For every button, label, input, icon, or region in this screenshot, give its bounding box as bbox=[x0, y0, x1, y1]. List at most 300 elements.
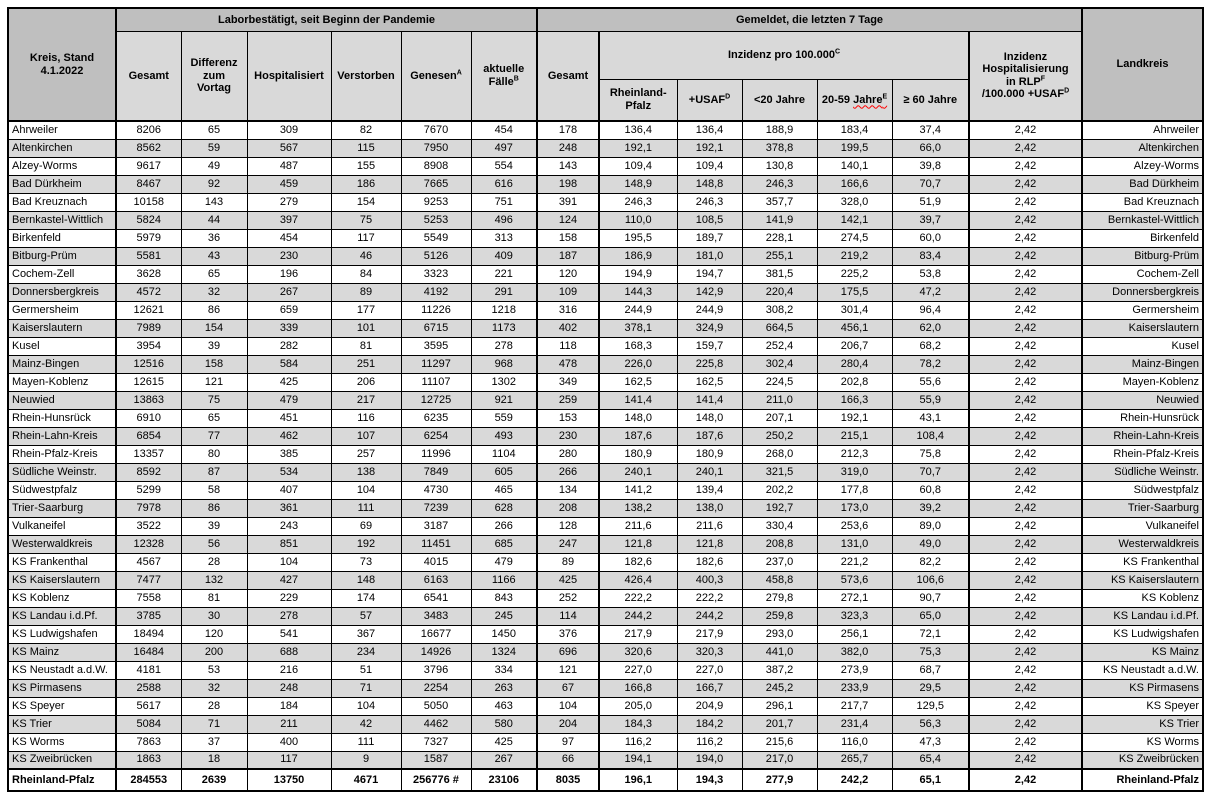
gesamt-cell: 5299 bbox=[116, 481, 181, 499]
hospitalisiert-cell: 13750 bbox=[247, 769, 331, 791]
hosp-line4: /100.000 +USAF bbox=[981, 88, 1065, 101]
inzidenz-unter20-cell: 381,5 bbox=[742, 265, 817, 283]
table-row bbox=[8, 121, 1203, 139]
genesen-cell: 4730 bbox=[401, 481, 471, 499]
gesamt-cell: 18494 bbox=[116, 625, 181, 643]
inzidenz-60plus-cell: 55,9 bbox=[892, 391, 969, 409]
kreis-cell: Bitburg-Prüm bbox=[8, 247, 116, 265]
inzidenz-unter20-cell: 378,8 bbox=[742, 139, 817, 157]
verstorben-cell: 148 bbox=[331, 571, 401, 589]
gesamt-7tage-cell: 208 bbox=[537, 499, 599, 517]
total-row bbox=[8, 769, 1203, 791]
table-row bbox=[8, 445, 1203, 463]
verstorben-cell: 84 bbox=[331, 265, 401, 283]
inzidenz-unter20-cell: 302,4 bbox=[742, 355, 817, 373]
inzidenz-rlp-cell: 205,0 bbox=[599, 697, 677, 715]
gesamt-cell: 1863 bbox=[116, 751, 181, 769]
table-row bbox=[8, 715, 1203, 733]
gesamt-7tage-cell: 66 bbox=[537, 751, 599, 769]
kreis-cell: Cochem-Zell bbox=[8, 265, 116, 283]
verstorben-cell: 4671 bbox=[331, 769, 401, 791]
gesamt-cell: 7863 bbox=[116, 733, 181, 751]
inzidenz-60plus-cell: 70,7 bbox=[892, 175, 969, 193]
inzidenz-usaf-cell: 225,8 bbox=[677, 355, 742, 373]
inzidenz-unter20-cell: 441,0 bbox=[742, 643, 817, 661]
inzidenz-hosp-cell: 2,42 bbox=[969, 751, 1082, 769]
inzidenz-unter20-cell: 458,8 bbox=[742, 571, 817, 589]
inzidenz-unter20-cell: 296,1 bbox=[742, 697, 817, 715]
aktuelle-faelle-cell: 313 bbox=[471, 229, 537, 247]
landkreis-cell: Mainz-Bingen bbox=[1082, 355, 1203, 373]
gesamt-cell: 5581 bbox=[116, 247, 181, 265]
landkreis-cell: KS Speyer bbox=[1082, 697, 1203, 715]
inzidenz-unter20-cell: 201,7 bbox=[742, 715, 817, 733]
gesamt-7tage-cell: 230 bbox=[537, 427, 599, 445]
aktuelle-faelle-cell: 463 bbox=[471, 697, 537, 715]
inzidenz-rlp-cell: 226,0 bbox=[599, 355, 677, 373]
hospitalisiert-cell: 361 bbox=[247, 499, 331, 517]
inzidenz-20-59-cell: 177,8 bbox=[817, 481, 892, 499]
inzidenz-unter20-cell: 357,7 bbox=[742, 193, 817, 211]
inzidenz-20-59-cell: 456,1 bbox=[817, 319, 892, 337]
landkreis-cell: Germersheim bbox=[1082, 301, 1203, 319]
aktuelle-faelle-cell: 605 bbox=[471, 463, 537, 481]
group-gemeldet-7-tage: Gemeldet, die letzten 7 Tage bbox=[537, 8, 1082, 31]
inzidenz-usaf-cell: 324,9 bbox=[677, 319, 742, 337]
inzidenz-usaf-cell: 187,6 bbox=[677, 427, 742, 445]
inzidenz-60plus-cell: 65,1 bbox=[892, 769, 969, 791]
genesen-cell: 7665 bbox=[401, 175, 471, 193]
inzidenz-usaf-cell: 182,6 bbox=[677, 553, 742, 571]
genesen-cell: 5050 bbox=[401, 697, 471, 715]
differenz-vortag-cell: 30 bbox=[181, 607, 247, 625]
landkreis-cell: Rheinland-Pfalz bbox=[1082, 769, 1203, 791]
inzidenz-usaf-cell: 222,2 bbox=[677, 589, 742, 607]
footnote-b: B bbox=[513, 75, 519, 83]
aktuelle-faelle-cell: 554 bbox=[471, 157, 537, 175]
genesen-label: Genesen bbox=[410, 69, 457, 82]
landkreis-header: Landkreis bbox=[1082, 8, 1203, 121]
inzidenz-usaf-cell: 194,7 bbox=[677, 265, 742, 283]
inzidenz-60plus-cell: 90,7 bbox=[892, 589, 969, 607]
inzidenz-20-59-cell: 166,6 bbox=[817, 175, 892, 193]
inzidenz-usaf-cell: 109,4 bbox=[677, 157, 742, 175]
genesen-cell: 4015 bbox=[401, 553, 471, 571]
table-row bbox=[8, 571, 1203, 589]
differenz-vortag-cell: 86 bbox=[181, 499, 247, 517]
inzidenz-20-59-cell: 116,0 bbox=[817, 733, 892, 751]
inzidenz-60plus-cell: 29,5 bbox=[892, 679, 969, 697]
landkreis-cell: Altenkirchen bbox=[1082, 139, 1203, 157]
col-unter20-header: <20 Jahre bbox=[742, 79, 817, 121]
inzidenz-usaf-cell: 116,2 bbox=[677, 733, 742, 751]
inzidenz-usaf-cell: 139,4 bbox=[677, 481, 742, 499]
differenz-vortag-cell: 36 bbox=[181, 229, 247, 247]
inzidenz-usaf-cell: 159,7 bbox=[677, 337, 742, 355]
gesamt-cell: 10158 bbox=[116, 193, 181, 211]
gesamt-7tage-cell: 425 bbox=[537, 571, 599, 589]
gesamt-cell: 5617 bbox=[116, 697, 181, 715]
table-row bbox=[8, 211, 1203, 229]
aktuelle-faelle-cell: 454 bbox=[471, 121, 537, 139]
inzidenz-20-59-cell: 253,6 bbox=[817, 517, 892, 535]
inzidenz-60plus-cell: 82,2 bbox=[892, 553, 969, 571]
genesen-cell: 6235 bbox=[401, 409, 471, 427]
gesamt-7tage-cell: 118 bbox=[537, 337, 599, 355]
gesamt-7tage-cell: 158 bbox=[537, 229, 599, 247]
col-inzidenz-rlp-header: Rheinland-Pfalz bbox=[599, 79, 677, 121]
hosp-line1: Inzidenz bbox=[1003, 50, 1048, 63]
inzidenz-hosp-cell: 2,42 bbox=[969, 409, 1082, 427]
inzidenz-20-59-cell: 328,0 bbox=[817, 193, 892, 211]
table-row bbox=[8, 229, 1203, 247]
genesen-cell: 6715 bbox=[401, 319, 471, 337]
kreis-cell: Bad Dürkheim bbox=[8, 175, 116, 193]
kreis-cell: KS Koblenz bbox=[8, 589, 116, 607]
gesamt-cell: 12615 bbox=[116, 373, 181, 391]
inzidenz-hosp-cell: 2,42 bbox=[969, 175, 1082, 193]
inzidenz-hosp-cell: 2,42 bbox=[969, 355, 1082, 373]
inzidenz-20-59-cell: 382,0 bbox=[817, 643, 892, 661]
inzidenz-hosp-cell: 2,42 bbox=[969, 571, 1082, 589]
landkreis-cell: Bernkastel-Wittlich bbox=[1082, 211, 1203, 229]
inzidenz-20-59-cell: 131,0 bbox=[817, 535, 892, 553]
gesamt-7tage-cell: 89 bbox=[537, 553, 599, 571]
hospitalisiert-cell: 541 bbox=[247, 625, 331, 643]
differenz-vortag-cell: 49 bbox=[181, 157, 247, 175]
gesamt-7tage-cell: 252 bbox=[537, 589, 599, 607]
inzidenz-hosp-cell: 2,42 bbox=[969, 625, 1082, 643]
gesamt-7tage-cell: 247 bbox=[537, 535, 599, 553]
genesen-cell: 3595 bbox=[401, 337, 471, 355]
hospitalisiert-cell: 479 bbox=[247, 391, 331, 409]
inzidenz-unter20-cell: 202,2 bbox=[742, 481, 817, 499]
verstorben-cell: 73 bbox=[331, 553, 401, 571]
inzidenz-usaf-cell: 184,2 bbox=[677, 715, 742, 733]
table-row bbox=[8, 481, 1203, 499]
aktuelle-faelle-cell: 493 bbox=[471, 427, 537, 445]
inzidenz-unter20-cell: 255,1 bbox=[742, 247, 817, 265]
genesen-cell: 11226 bbox=[401, 301, 471, 319]
differenz-vortag-cell: 65 bbox=[181, 265, 247, 283]
kreis-cell: Bernkastel-Wittlich bbox=[8, 211, 116, 229]
aktuelle-faelle-cell: 580 bbox=[471, 715, 537, 733]
inzidenz-hosp-cell: 2,42 bbox=[969, 589, 1082, 607]
genesen-cell: 2254 bbox=[401, 679, 471, 697]
gesamt-cell: 2588 bbox=[116, 679, 181, 697]
aktuelle-faelle-cell: 1166 bbox=[471, 571, 537, 589]
inzidenz-unter20-cell: 268,0 bbox=[742, 445, 817, 463]
inzidenz-usaf-cell: 138,0 bbox=[677, 499, 742, 517]
gesamt-7tage-cell: 391 bbox=[537, 193, 599, 211]
landkreis-cell: KS Zweibrücken bbox=[1082, 751, 1203, 769]
aktuelle-faelle-cell: 465 bbox=[471, 481, 537, 499]
inzidenz-usaf-cell: 136,4 bbox=[677, 121, 742, 139]
table-body bbox=[8, 121, 1203, 791]
table-row bbox=[8, 301, 1203, 319]
gesamt-7tage-cell: 349 bbox=[537, 373, 599, 391]
verstorben-cell: 217 bbox=[331, 391, 401, 409]
table-row bbox=[8, 283, 1203, 301]
gesamt-cell: 7477 bbox=[116, 571, 181, 589]
inzidenz-rlp-cell: 168,3 bbox=[599, 337, 677, 355]
kreis-cell: Kusel bbox=[8, 337, 116, 355]
genesen-cell: 12725 bbox=[401, 391, 471, 409]
inzidenz-60plus-cell: 96,4 bbox=[892, 301, 969, 319]
landkreis-cell: Bitburg-Prüm bbox=[1082, 247, 1203, 265]
verstorben-cell: 9 bbox=[331, 751, 401, 769]
hospitalisiert-cell: 104 bbox=[247, 553, 331, 571]
genesen-cell: 7239 bbox=[401, 499, 471, 517]
kreis-cell: Bad Kreuznach bbox=[8, 193, 116, 211]
hospitalisiert-cell: 248 bbox=[247, 679, 331, 697]
inzidenz-60plus-cell: 70,7 bbox=[892, 463, 969, 481]
differenz-vortag-cell: 37 bbox=[181, 733, 247, 751]
differenz-vortag-cell: 44 bbox=[181, 211, 247, 229]
inzidenz-rlp-cell: 378,1 bbox=[599, 319, 677, 337]
inzidenz-hosp-cell: 2,42 bbox=[969, 517, 1082, 535]
genesen-cell: 4192 bbox=[401, 283, 471, 301]
aktuelle-faelle-cell: 1104 bbox=[471, 445, 537, 463]
group-laborbestaetigt: Laborbestätigt, seit Beginn der Pandemie bbox=[116, 8, 537, 31]
kreis-cell: Südliche Weinstr. bbox=[8, 463, 116, 481]
landkreis-cell: Ahrweiler bbox=[1082, 121, 1203, 139]
inzidenz-rlp-cell: 244,9 bbox=[599, 301, 677, 319]
inzidenz-rlp-cell: 148,9 bbox=[599, 175, 677, 193]
gesamt-7tage-cell: 67 bbox=[537, 679, 599, 697]
verstorben-cell: 257 bbox=[331, 445, 401, 463]
differenz-vortag-cell: 200 bbox=[181, 643, 247, 661]
kreis-cell: Mainz-Bingen bbox=[8, 355, 116, 373]
hospitalisiert-cell: 243 bbox=[247, 517, 331, 535]
gesamt-cell: 4567 bbox=[116, 553, 181, 571]
genesen-cell: 6541 bbox=[401, 589, 471, 607]
hospitalisiert-cell: 688 bbox=[247, 643, 331, 661]
differenz-vortag-cell: 87 bbox=[181, 463, 247, 481]
inzidenz-rlp-cell: 184,3 bbox=[599, 715, 677, 733]
inzidenz-usaf-cell: 211,6 bbox=[677, 517, 742, 535]
gesamt-cell: 8467 bbox=[116, 175, 181, 193]
verstorben-cell: 117 bbox=[331, 229, 401, 247]
hospitalisiert-cell: 851 bbox=[247, 535, 331, 553]
gesamt-cell: 8562 bbox=[116, 139, 181, 157]
inzidenz-60plus-cell: 75,8 bbox=[892, 445, 969, 463]
table-row bbox=[8, 553, 1203, 571]
kreis-cell: Westerwaldkreis bbox=[8, 535, 116, 553]
inzidenz-20-59-cell: 274,5 bbox=[817, 229, 892, 247]
inzidenz-usaf-cell: 108,5 bbox=[677, 211, 742, 229]
table-row bbox=[8, 355, 1203, 373]
kreis-cell: Altenkirchen bbox=[8, 139, 116, 157]
inzidenz-unter20-cell: 220,4 bbox=[742, 283, 817, 301]
gesamt-cell: 12516 bbox=[116, 355, 181, 373]
inzidenz-rlp-cell: 148,0 bbox=[599, 409, 677, 427]
inzidenz-hosp-cell: 2,42 bbox=[969, 499, 1082, 517]
landkreis-cell: Kaiserslautern bbox=[1082, 319, 1203, 337]
inzidenz-usaf-cell: 194,3 bbox=[677, 769, 742, 791]
hospitalisiert-cell: 454 bbox=[247, 229, 331, 247]
hospitalisiert-cell: 230 bbox=[247, 247, 331, 265]
inzidenz-usaf-cell: 246,3 bbox=[677, 193, 742, 211]
table-row bbox=[8, 157, 1203, 175]
inzidenz-20-59-cell: 301,4 bbox=[817, 301, 892, 319]
inzidenz-unter20-cell: 252,4 bbox=[742, 337, 817, 355]
inzidenz-60plus-cell: 65,0 bbox=[892, 607, 969, 625]
inzidenz-60plus-cell: 39,7 bbox=[892, 211, 969, 229]
landkreis-cell: KS Ludwigshafen bbox=[1082, 625, 1203, 643]
inzidenz-hosp-cell: 2,42 bbox=[969, 679, 1082, 697]
aktuelle-faelle-cell: 1302 bbox=[471, 373, 537, 391]
gesamt-7tage-cell: 104 bbox=[537, 697, 599, 715]
verstorben-cell: 367 bbox=[331, 625, 401, 643]
aktuelle-faelle-cell: 425 bbox=[471, 733, 537, 751]
gesamt-7tage-cell: 143 bbox=[537, 157, 599, 175]
differenz-vortag-cell: 77 bbox=[181, 427, 247, 445]
gesamt-cell: 9617 bbox=[116, 157, 181, 175]
hospitalisiert-cell: 397 bbox=[247, 211, 331, 229]
inzidenz-unter20-cell: 664,5 bbox=[742, 319, 817, 337]
inzidenz-20-59-cell: 199,5 bbox=[817, 139, 892, 157]
corner-header bbox=[8, 8, 116, 121]
kreis-cell: Mayen-Koblenz bbox=[8, 373, 116, 391]
inzidenz-60plus-cell: 55,6 bbox=[892, 373, 969, 391]
table-row bbox=[8, 139, 1203, 157]
inzidenz-60plus-cell: 53,8 bbox=[892, 265, 969, 283]
gesamt-cell: 3785 bbox=[116, 607, 181, 625]
gesamt-cell: 12328 bbox=[116, 535, 181, 553]
inzidenz-20-59-cell: 175,5 bbox=[817, 283, 892, 301]
hospitalisiert-cell: 184 bbox=[247, 697, 331, 715]
aktuelle-faelle-cell: 263 bbox=[471, 679, 537, 697]
inzidenz-60plus-cell: 65,4 bbox=[892, 751, 969, 769]
differenz-vortag-cell: 92 bbox=[181, 175, 247, 193]
footnote-c: C bbox=[834, 48, 841, 56]
inzidenz-20-59-cell: 206,7 bbox=[817, 337, 892, 355]
kreis-cell: KS Worms bbox=[8, 733, 116, 751]
inzidenz-label: Inzidenz pro 100.000 bbox=[727, 48, 835, 61]
inzidenz-usaf-cell: 180,9 bbox=[677, 445, 742, 463]
inzidenz-unter20-cell: 387,2 bbox=[742, 661, 817, 679]
inzidenz-20-59-cell: 219,2 bbox=[817, 247, 892, 265]
inzidenz-20-59-cell: 173,0 bbox=[817, 499, 892, 517]
inzidenz-hosp-cell: 2,42 bbox=[969, 733, 1082, 751]
verstorben-cell: 51 bbox=[331, 661, 401, 679]
differenz-vortag-cell: 39 bbox=[181, 517, 247, 535]
header-group-row bbox=[8, 8, 1203, 31]
inzidenz-hosp-cell: 2,42 bbox=[969, 643, 1082, 661]
genesen-cell: 9253 bbox=[401, 193, 471, 211]
inzidenz-hosp-cell: 2,42 bbox=[969, 337, 1082, 355]
genesen-cell: 1587 bbox=[401, 751, 471, 769]
inzidenz-unter20-cell: 208,8 bbox=[742, 535, 817, 553]
inzidenz-unter20-cell: 330,4 bbox=[742, 517, 817, 535]
footnote-a: A bbox=[456, 68, 462, 76]
aktuelle-faelle-cell: 1450 bbox=[471, 625, 537, 643]
table-row bbox=[8, 607, 1203, 625]
verstorben-cell: 111 bbox=[331, 733, 401, 751]
landkreis-cell: KS Worms bbox=[1082, 733, 1203, 751]
table-row bbox=[8, 499, 1203, 517]
inzidenz-20-59-cell: 319,0 bbox=[817, 463, 892, 481]
kreis-cell: Rhein-Hunsrück bbox=[8, 409, 116, 427]
inzidenz-hosp-cell: 2,42 bbox=[969, 121, 1082, 139]
col-inzidenz-hosp-header bbox=[969, 31, 1082, 121]
table-row bbox=[8, 625, 1203, 643]
genesen-cell: 3187 bbox=[401, 517, 471, 535]
genesen-cell: 16677 bbox=[401, 625, 471, 643]
landkreis-cell: Birkenfeld bbox=[1082, 229, 1203, 247]
inzidenz-rlp-cell: 227,0 bbox=[599, 661, 677, 679]
inzidenz-usaf-cell: 192,1 bbox=[677, 139, 742, 157]
inzidenz-60plus-cell: 78,2 bbox=[892, 355, 969, 373]
inzidenz-rlp-cell: 136,4 bbox=[599, 121, 677, 139]
landkreis-cell: Kusel bbox=[1082, 337, 1203, 355]
differenz-vortag-cell: 158 bbox=[181, 355, 247, 373]
landkreis-cell: Rhein-Lahn-Kreis bbox=[1082, 427, 1203, 445]
verstorben-cell: 57 bbox=[331, 607, 401, 625]
inzidenz-unter20-cell: 308,2 bbox=[742, 301, 817, 319]
genesen-cell: 6163 bbox=[401, 571, 471, 589]
kreis-cell: Neuwied bbox=[8, 391, 116, 409]
usaf-label: +USAF bbox=[688, 93, 726, 106]
aktuelle-faelle-cell: 628 bbox=[471, 499, 537, 517]
inzidenz-rlp-cell: 141,2 bbox=[599, 481, 677, 499]
genesen-cell: 11107 bbox=[401, 373, 471, 391]
hospitalisiert-cell: 534 bbox=[247, 463, 331, 481]
hosp-line3: in RLP bbox=[1005, 75, 1041, 88]
table-row bbox=[8, 733, 1203, 751]
gesamt-7tage-cell: 178 bbox=[537, 121, 599, 139]
inzidenz-rlp-cell: 217,9 bbox=[599, 625, 677, 643]
inzidenz-hosp-cell: 2,42 bbox=[969, 481, 1082, 499]
landkreis-cell: KS Neustadt a.d.W. bbox=[1082, 661, 1203, 679]
aktuelle-faelle-cell: 221 bbox=[471, 265, 537, 283]
inzidenz-20-59-cell: 280,4 bbox=[817, 355, 892, 373]
aktuelle-faelle-cell: 496 bbox=[471, 211, 537, 229]
table-row bbox=[8, 427, 1203, 445]
gesamt-cell: 4572 bbox=[116, 283, 181, 301]
hospitalisiert-cell: 339 bbox=[247, 319, 331, 337]
landkreis-cell: Südliche Weinstr. bbox=[1082, 463, 1203, 481]
hospitalisiert-cell: 117 bbox=[247, 751, 331, 769]
inzidenz-rlp-cell: 192,1 bbox=[599, 139, 677, 157]
verstorben-cell: 71 bbox=[331, 679, 401, 697]
col-verstorben-header: Verstorben bbox=[331, 31, 401, 121]
inzidenz-60plus-cell: 60,8 bbox=[892, 481, 969, 499]
covid-statistics-table bbox=[7, 7, 1204, 792]
gesamt-7tage-cell: 259 bbox=[537, 391, 599, 409]
gesamt-cell: 7989 bbox=[116, 319, 181, 337]
table-row bbox=[8, 697, 1203, 715]
aktuelle-faelle-cell: 968 bbox=[471, 355, 537, 373]
gesamt-7tage-cell: 153 bbox=[537, 409, 599, 427]
inzidenz-rlp-cell: 162,5 bbox=[599, 373, 677, 391]
inzidenz-hosp-cell: 2,42 bbox=[969, 319, 1082, 337]
gesamt-7tage-cell: 696 bbox=[537, 643, 599, 661]
footnote-f: F bbox=[1040, 75, 1046, 83]
gesamt-7tage-cell: 120 bbox=[537, 265, 599, 283]
inzidenz-60plus-cell: 51,9 bbox=[892, 193, 969, 211]
differenz-vortag-cell: 39 bbox=[181, 337, 247, 355]
inzidenz-60plus-cell: 66,0 bbox=[892, 139, 969, 157]
col-inzidenz-usaf-header bbox=[677, 79, 742, 121]
gesamt-7tage-cell: 376 bbox=[537, 625, 599, 643]
inzidenz-unter20-cell: 130,8 bbox=[742, 157, 817, 175]
landkreis-cell: KS Kaiserslautern bbox=[1082, 571, 1203, 589]
inzidenz-60plus-cell: 75,3 bbox=[892, 643, 969, 661]
table-row bbox=[8, 319, 1203, 337]
kreis-cell: Rheinland-Pfalz bbox=[8, 769, 116, 791]
